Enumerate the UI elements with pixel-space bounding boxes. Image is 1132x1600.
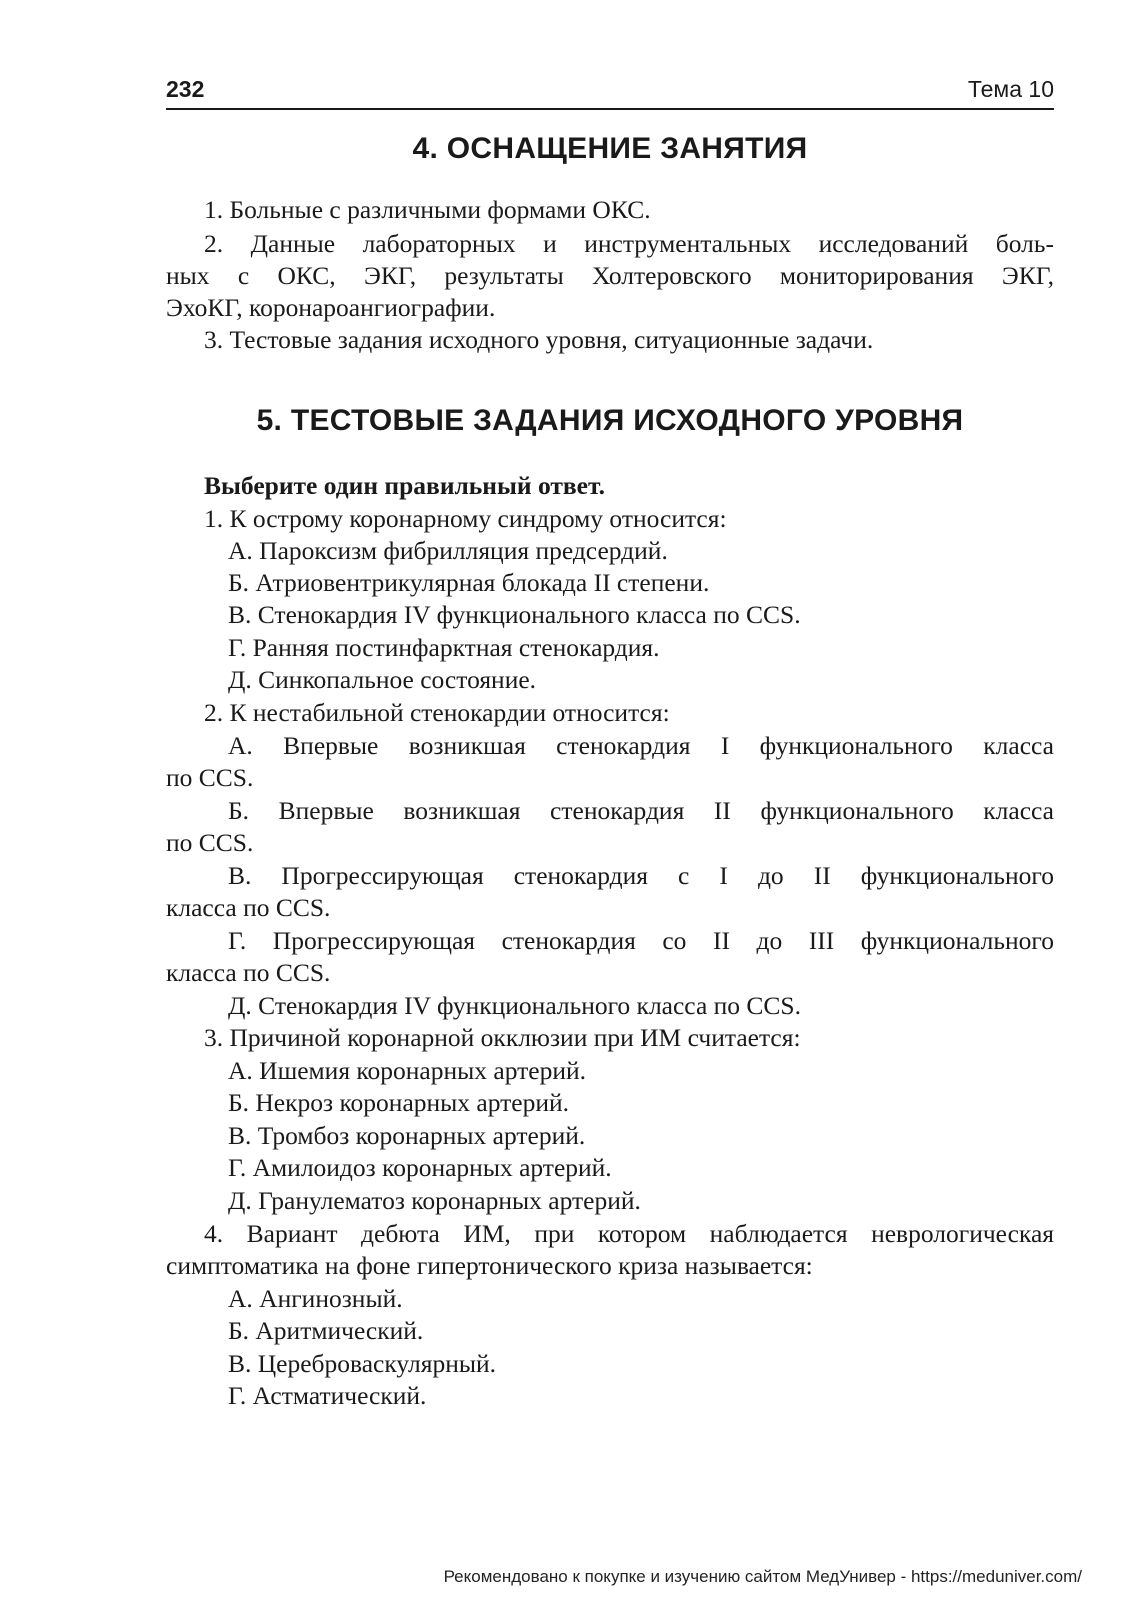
question-line: 3. Причиной коронарной окклюзии при ИМ считается: xyxy=(204,1023,801,1052)
section-5-title: 5. ТЕСТОВЫЕ ЗАДАНИЯ ИСХОДНОГО УРОВНЯ xyxy=(256,404,964,437)
answer-option: В. Цереброваскулярный. xyxy=(228,1349,497,1378)
answer-option: Б. Некроз коронарных артерий. xyxy=(228,1088,570,1117)
answer-option: В. Прогрессирующая стенокардия с I до II функционального xyxy=(228,861,1054,890)
answer-option: Г. Астматический. xyxy=(228,1381,427,1410)
answer-option: Б. Впервые возникшая стенокардия II функционального класса xyxy=(228,796,1054,825)
page-header xyxy=(166,76,1054,110)
answer-option: В. Тромбоз коронарных артерий. xyxy=(228,1121,586,1150)
answer-option: Д. Гранулематоз коронарных артерий. xyxy=(228,1186,641,1215)
answer-option: Б. Атриовентрикулярная блокада II степени. xyxy=(228,568,710,597)
section-4-line: 3. Тестовые задания исходного уровня, ситуационные задачи. xyxy=(204,325,874,354)
answer-option: В. Стенокардия IV функционального класса по CCS. xyxy=(228,600,801,629)
answer-option: Г. Амилоидоз коронарных артерий. xyxy=(228,1153,612,1182)
answer-option-continued: по CCS. xyxy=(166,828,254,857)
answer-option: Д. Стенокардия IV функционального класса по CCS. xyxy=(228,991,801,1020)
answer-option-continued: класса по CCS. xyxy=(166,958,331,987)
section-4-title: 4. ОСНАЩЕНИЕ ЗАНЯТИЯ xyxy=(412,132,808,165)
instruction-text: Выберите один правильный ответ. xyxy=(204,471,605,500)
answer-option: А. Ангинозный. xyxy=(228,1284,403,1313)
section-4-line: 1. Больные с различными формами ОКС. xyxy=(204,195,651,224)
answer-option: Г. Прогрессирующая стенокардия со II до III функционального xyxy=(228,926,1054,955)
section-4-line: ных с ОКС, ЭКГ, результаты Холтеровского мониторирования ЭКГ, xyxy=(166,261,1054,290)
answer-option-continued: по CCS. xyxy=(166,763,254,792)
answer-option-continued: класса по CCS. xyxy=(166,893,331,922)
running-head: Тема 10 xyxy=(967,76,1054,102)
answer-option: А. Ишемия коронарных артерий. xyxy=(228,1056,586,1085)
question-line-continued: симптоматика на фоне гипертонического криза называется: xyxy=(166,1251,813,1280)
question-line: 1. К острому коронарному синдрому относится: xyxy=(204,504,727,533)
answer-option: Д. Синкопальное состояние. xyxy=(228,665,537,694)
question-line: 2. К нестабильной стенокардии относится: xyxy=(204,698,670,727)
footer-recommendation: Рекомендовано к покупке и изучению сайтом МедУнивер - https://meduniver.com/ xyxy=(443,1567,1082,1586)
answer-option: Б. Аритмический. xyxy=(228,1316,424,1345)
page-number: 232 xyxy=(166,76,205,102)
answer-option: А. Впервые возникшая стенокардия I функционального класса xyxy=(228,731,1054,760)
section-4-line: ЭхоКГ, коронароангиографии. xyxy=(166,293,496,322)
answer-option: А. Пароксизм фибрилляция предсердий. xyxy=(228,536,668,565)
question-line: 4. Вариант дебюта ИМ, при котором наблюдается неврологическая xyxy=(204,1219,1054,1248)
answer-option: Г. Ранняя постинфарктная стенокардия. xyxy=(228,633,660,662)
section-4-line: 2. Данные лабораторных и инструментальных исследований боль- xyxy=(204,229,1054,258)
